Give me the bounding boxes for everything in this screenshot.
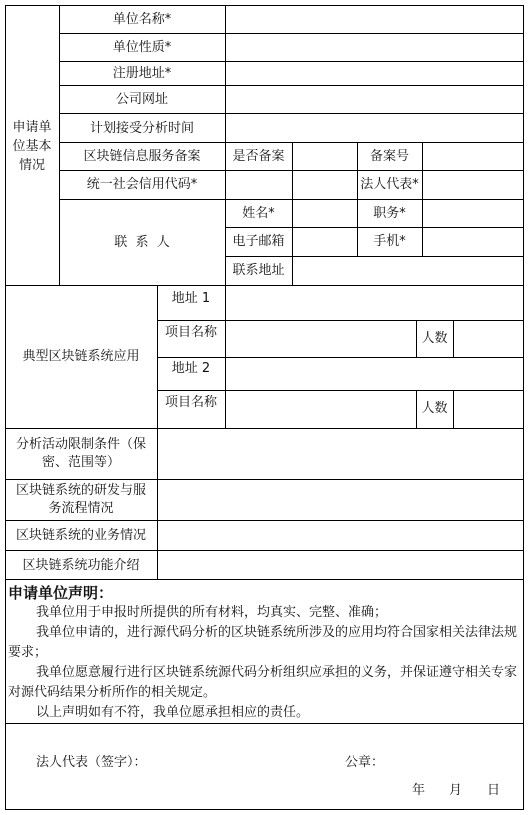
rd-process-field[interactable] (158, 480, 523, 520)
website-label: 公司网址 (115, 92, 168, 107)
address2-label: 地址 2 (171, 361, 211, 376)
people1-label: 人数 (421, 331, 448, 346)
declaration-p3: 我单位愿意履行进行区块链系统源代码分析组织应承担的义务，并保证遵守相关专家对源代码结果分析所作的相关规定。 (8, 665, 518, 700)
restriction-label: 分析活动限制条件（保 密、范围等） (15, 437, 146, 470)
mobile-field[interactable] (423, 228, 523, 256)
address1-field[interactable] (226, 286, 523, 320)
blockchain-filing-label: 区块链信息服务备案 (83, 149, 201, 164)
date-year-label: 年 (412, 783, 426, 798)
rd-process-label: 区块链系统的研发与服 务流程情况 (15, 483, 146, 516)
legal-rep-field[interactable] (423, 171, 523, 199)
people2-label: 人数 (421, 401, 448, 416)
legal-sign-label: 法人代表（签字）： (36, 755, 147, 770)
address2-field[interactable] (226, 358, 523, 390)
filing-number-label: 备案号 (369, 149, 409, 164)
legal-rep-label: 法人代表* (360, 177, 419, 192)
project1-label: 项目名称 (164, 325, 217, 340)
declaration-p1: 我单位用于申报时所提供的所有材料，均真实、完整、准确； (36, 605, 388, 620)
people1-field[interactable] (454, 321, 523, 357)
project2-label: 项目名称 (164, 395, 217, 410)
project2-field[interactable] (226, 391, 416, 428)
contact-address-field[interactable] (293, 257, 523, 285)
s3-divider (5, 723, 524, 724)
reg-address-field[interactable] (226, 62, 523, 85)
unit-name-label: 单位名称* (112, 12, 172, 27)
business-field[interactable] (158, 521, 523, 550)
email-field[interactable] (293, 228, 357, 256)
border-right (523, 5, 524, 810)
contact-name-field[interactable] (293, 200, 357, 227)
planned-time-label: 计划接受分析时间 (89, 121, 194, 136)
mobile-label: 手机* (373, 234, 406, 249)
credit-code-label: 统一社会信用代码* (86, 177, 198, 192)
declaration-p2: 我单位申请的，进行源代码分析的区块链系统所涉及的应用均符合国家相关法律法规要求； (8, 625, 518, 660)
address1-label: 地址 1 (171, 291, 211, 306)
function-label: 区块链系统功能介绍 (22, 558, 140, 573)
declaration (8, 583, 523, 723)
basic-section-label: 申请单 位基本 情况 (12, 120, 52, 173)
position-label: 职务* (373, 206, 406, 221)
contact-label: 联 系 人 (114, 235, 170, 250)
date-day-label: 日 (487, 783, 501, 798)
contact-address-label: 联系地址 (232, 263, 285, 278)
function-field[interactable] (158, 551, 523, 579)
declaration-title: 申请单位声明： (8, 584, 114, 602)
people2-field[interactable] (454, 391, 523, 428)
reg-address-label: 注册地址* (112, 66, 172, 81)
seal-label: 公章： (345, 755, 385, 770)
unit-nature-label: 单位性质* (112, 40, 172, 55)
position-field[interactable] (423, 200, 523, 227)
email-label: 电子邮箱 (232, 234, 285, 249)
filed-question-label: 是否备案 (232, 149, 285, 164)
website-field[interactable] (226, 86, 523, 113)
unit-nature-field[interactable] (226, 34, 523, 61)
project1-field[interactable] (226, 321, 416, 357)
typical-section-label: 典型区块链系统应用 (22, 349, 140, 364)
declaration-p4: 以上声明如有不符，我单位愿承担相应的责任。 (36, 705, 310, 720)
planned-time-field[interactable] (226, 114, 523, 142)
filed-field[interactable] (293, 143, 357, 170)
restriction-field[interactable] (158, 429, 523, 479)
s2-row-8 (5, 579, 524, 580)
business-label: 区块链系统的业务情况 (15, 528, 146, 543)
date-month-label: 月 (449, 783, 463, 798)
filing-number-field[interactable] (423, 143, 523, 170)
unit-name-field[interactable] (226, 6, 523, 33)
contact-name-label: 姓名* (242, 206, 275, 221)
border-bottom (5, 809, 524, 810)
credit-code-field[interactable] (226, 171, 357, 199)
